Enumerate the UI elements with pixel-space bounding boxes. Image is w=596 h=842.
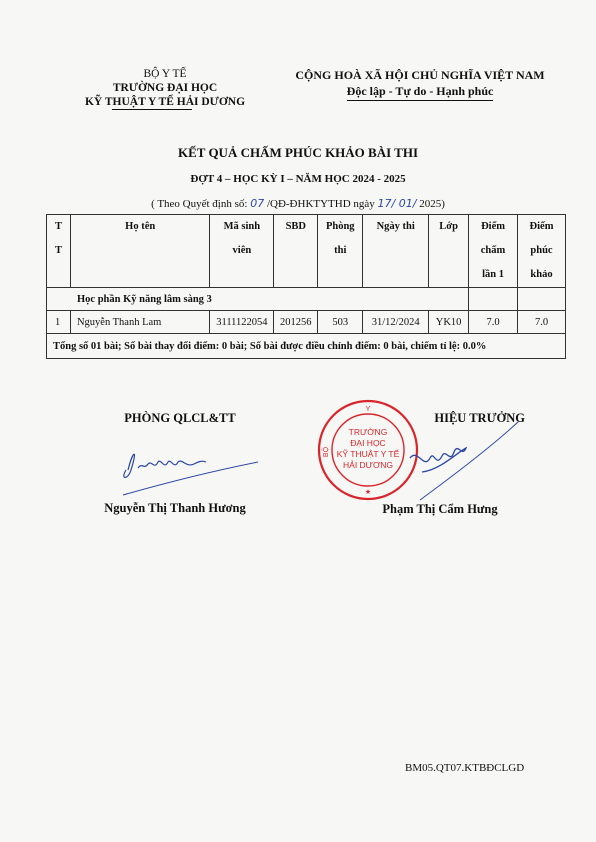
- header-underline: [112, 109, 192, 110]
- cell-student-id: 3111122054: [210, 311, 274, 334]
- document-subtitle: ĐỢT 4 – HỌC KỲ I – NĂM HỌC 2024 - 2025: [190, 173, 406, 185]
- national-header: [270, 67, 570, 101]
- cell-class: YK10: [429, 311, 469, 334]
- col-header-sbd: SBD: [274, 215, 318, 288]
- seal-line2: ĐẠI HỌC: [350, 438, 386, 448]
- section-empty-cell: [518, 288, 566, 311]
- col-header-exam-date: Ngày thi: [363, 215, 429, 288]
- ministry-name: BỘ Y TẾ: [143, 68, 187, 80]
- seal-line3: KỸ THUẬT Y TẾ: [336, 449, 400, 459]
- seal-line4: HẢI DƯƠNG: [343, 460, 393, 470]
- ministry-header: [60, 67, 270, 109]
- left-signatory-name: Nguyễn Thị Thanh Hương: [104, 501, 246, 515]
- country-name: CỘNG HOÀ XÃ HỘI CHỦ NGHĨA VIỆT NAM: [295, 68, 545, 82]
- cell-score1: 7.0: [469, 311, 518, 334]
- col-header-score1: Điểm chấm lần 1: [469, 215, 518, 288]
- cell-score2: 7.0: [518, 311, 566, 334]
- col-header-name: Họ tên: [70, 215, 209, 288]
- seal-top-text: Y: [365, 406, 371, 413]
- summary-text: Tổng số 01 bài; Số bài thay đổi điểm: 0 bài; Số bài được điều chỉnh điểm: 0 bài, chiếm tỉ lệ: 0.0%: [47, 334, 566, 359]
- col-header-tt: T T: [47, 215, 71, 288]
- national-motto: Độc lập - Tự do - Hạnh phúc: [347, 83, 494, 101]
- form-code: BM05.QT07.KTBĐCLGD: [405, 762, 525, 774]
- section-label: Học phần Kỹ năng lâm sàng 3: [47, 288, 469, 311]
- cell-exam-date: 31/12/2024: [363, 311, 429, 334]
- cell-tt: 1: [47, 311, 71, 334]
- seal-line1: TRƯỜNG: [348, 427, 388, 437]
- col-header-class: Lớp: [429, 215, 469, 288]
- section-row: [47, 288, 566, 311]
- right-signature: [400, 418, 530, 503]
- decision-middle: /QĐ-ĐHKTYTHD ngày: [266, 198, 375, 210]
- right-signatory-title: HIỆU TRƯỞNG: [434, 411, 525, 425]
- results-table: [46, 214, 566, 359]
- cell-room: 503: [318, 311, 363, 334]
- col-header-score2: Điểm phúc khảo: [518, 215, 566, 288]
- left-signatory-title: PHÒNG QLCL&TT: [124, 411, 236, 425]
- cell-sbd: 201256: [274, 311, 318, 334]
- table-header-row: [47, 215, 566, 288]
- document-title: KẾT QUẢ CHẤM PHÚC KHẢO BÀI THI: [177, 145, 419, 160]
- col-header-student-id: Mã sinh viên: [210, 215, 274, 288]
- left-signature: [98, 440, 268, 500]
- university-name-line2: KỸ THUẬT Y TẾ HẢI DƯƠNG: [84, 96, 246, 108]
- university-name-line1: TRƯỜNG ĐẠI HỌC: [112, 82, 218, 94]
- decision-number: 07: [250, 197, 265, 210]
- section-empty-cell: [469, 288, 518, 311]
- decision-prefix: ( Theo Quyết định số:: [151, 198, 248, 210]
- seal-left-text: BỘ: [323, 446, 330, 458]
- col-header-room: Phòng thi: [318, 215, 363, 288]
- cell-name: Nguyễn Thanh Lam: [70, 311, 209, 334]
- seal-star-icon: ★: [364, 488, 372, 496]
- summary-row: [47, 334, 566, 359]
- right-signatory-name: Phạm Thị Cẩm Hưng: [382, 502, 498, 516]
- table-row: [47, 311, 566, 334]
- decision-reference: [0, 197, 596, 210]
- decision-suffix: 2025): [419, 198, 445, 210]
- decision-date: 17/ 01/: [377, 197, 417, 210]
